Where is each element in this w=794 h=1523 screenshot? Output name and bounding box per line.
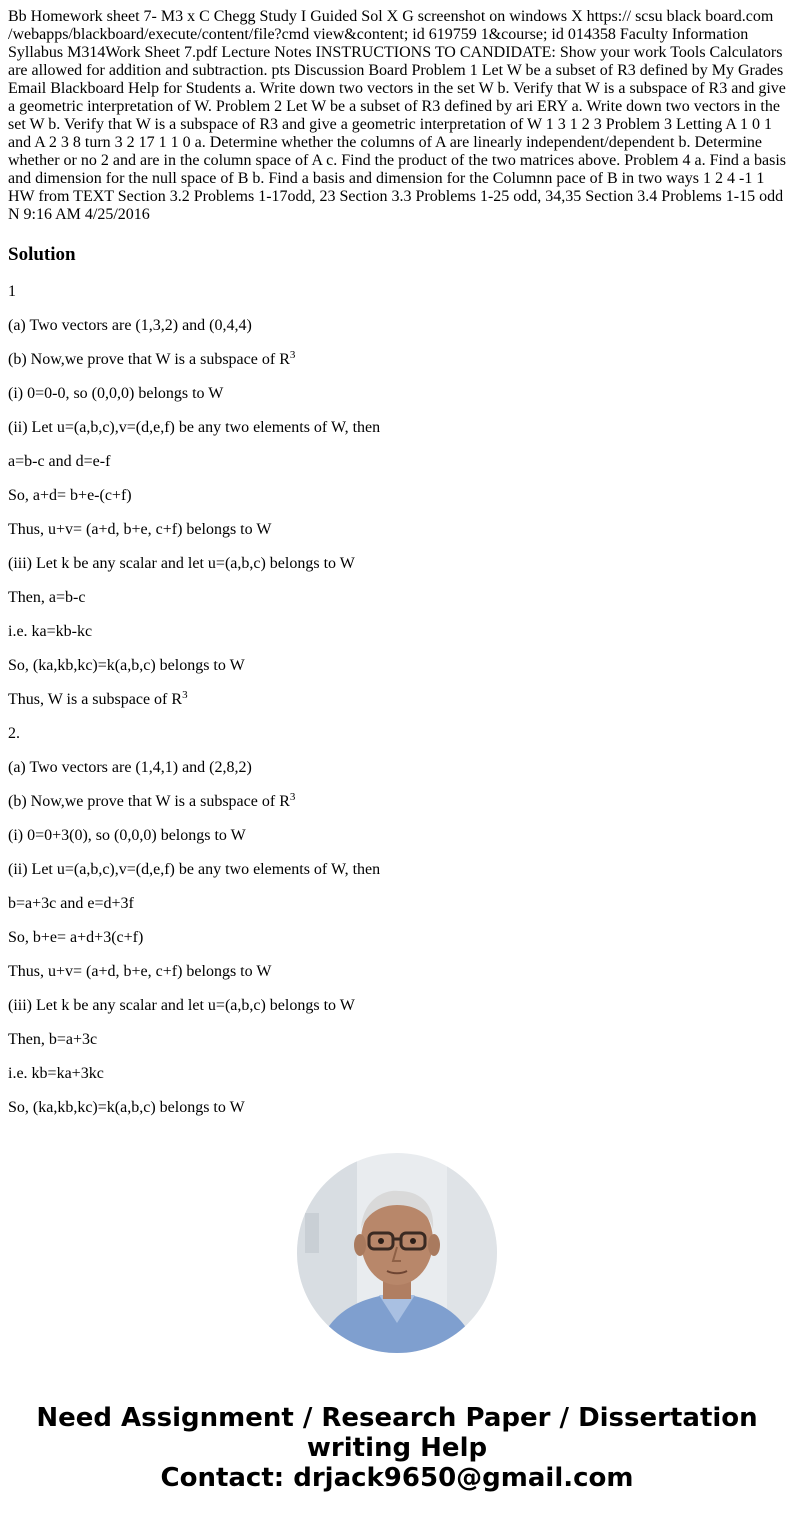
solution-line-text: So, b+e= a+d+3(c+f) — [8, 929, 144, 946]
solution-line — [8, 453, 788, 471]
solution-line-text: So, (ka,kb,kc)=k(a,b,c) belongs to W — [8, 657, 245, 674]
superscript: 3 — [289, 791, 296, 803]
solution-line-text: Thus, u+v= (a+d, b+e, c+f) belongs to W — [8, 521, 272, 538]
solution-line-text: 2. — [8, 725, 20, 742]
solution-line-text: i.e. ka=kb-kc — [8, 623, 93, 640]
solution-line-text: Then, b=a+3c — [8, 1031, 98, 1048]
solution-line-text: (ii) Let u=(a,b,c),v=(d,e,f) be any two elements of W, then — [8, 419, 381, 436]
promo-contact: Contact: drjack9650@gmail.com — [160, 1463, 634, 1493]
solution-line — [8, 351, 788, 369]
solution-line-text: (i) 0=0-0, so (0,0,0) belongs to W — [8, 385, 224, 402]
solution-line-text: (b) Now,we prove that W is a subspace of R — [8, 351, 290, 368]
solution-line-text: (a) Two vectors are (1,4,1) and (2,8,2) — [8, 759, 252, 776]
promo-line-2: writing Help — [306, 1433, 488, 1463]
solution-line-text: i.e. kb=ka+3kc — [8, 1065, 104, 1082]
tutor-photo-icon — [297, 1153, 497, 1353]
solution-line — [8, 419, 788, 437]
solution-line — [8, 657, 788, 675]
solution-line — [8, 1099, 788, 1117]
solution-line-text: So, a+d= b+e-(c+f) — [8, 487, 132, 504]
solution-line — [8, 691, 788, 709]
solution-line — [8, 793, 788, 811]
solution-heading: Solution — [8, 244, 76, 265]
solution-line-text: (a) Two vectors are (1,3,2) and (0,4,4) — [8, 317, 252, 334]
superscript: 3 — [289, 349, 296, 361]
solution-line — [8, 317, 788, 335]
solution-line-text: (iii) Let k be any scalar and let u=(a,b,c) belongs to W — [8, 997, 355, 1014]
solution-line — [8, 725, 788, 743]
solution-line — [8, 283, 788, 301]
solution-line — [8, 929, 788, 947]
promo-banner — [0, 1403, 794, 1493]
solution-line — [8, 555, 788, 573]
question-text: Bb Homework sheet 7- M3 x C Chegg Study I Guided Sol X G screenshot on windows X https:// scsu black board.com /webapps/blackboard/execute/content/file?cmd view&content; id 619759 1&course; id 014358 Faculty Information Syllabus M314Work Sheet 7.pdf Lecture Notes INSTRUCTIONS TO CANDIDATE: Show your work Tools Calculators are allowed for addition and subtraction. pts Discussion Board Problem 1 Let W be a subset of R3 defined by My Grades Email Blackboard Help for Students a. Write down two vectors in the set W b. Verify that W is a subspace of R3 and give a geometric interpretation of W. Problem 2 Let W be a subset of R3 defined by ari ERY a. Write down two vectors in the set W b. Verify that W is a subspace of R3 and give a geometric interpretation of W 1 3 1 2 3 Problem 3 Letting A 1 0 1 and A 2 3 8 turn 3 2 17 1 1 0 a. Determine whether the columns of A are linearly independent/dependent b. Determine whether or no 2 and are in the column space of A c. Find the product of the two matrices above. Problem 4 a. Find a basis and dimension for the null space of B b. Find a basis and dimension for the Columnn pace of B in two ways 1 2 4 -1 1 HW from TEXT Section 3.2 Problems 1-17odd, 23 Section 3.3 Problems 1-25 odd, 34,35 Section 3.4 Problems 1-15 odd N 9:16 AM 4/25/2016 — [8, 8, 787, 223]
solution-line — [8, 487, 788, 505]
solution-line — [8, 521, 788, 539]
solution-line-text: 1 — [8, 283, 16, 300]
solution-line — [8, 1065, 788, 1083]
solution-line-text: (i) 0=0+3(0), so (0,0,0) belongs to W — [8, 827, 246, 844]
solution-line — [8, 861, 788, 879]
solution-line — [8, 963, 788, 981]
solution-line — [8, 623, 788, 641]
solution-line — [8, 385, 788, 403]
solution-line — [8, 895, 788, 913]
solution-line-text: b=a+3c and e=d+3f — [8, 895, 134, 912]
promo-line-1: Need Assignment / Research Paper / Dissertation — [36, 1403, 758, 1433]
solution-line-text: Thus, W is a subspace of R — [8, 691, 183, 708]
solution-line-text: (ii) Let u=(a,b,c),v=(d,e,f) be any two elements of W, then — [8, 861, 381, 878]
solution-line-text: So, (ka,kb,kc)=k(a,b,c) belongs to W — [8, 1099, 245, 1116]
solution-line — [8, 759, 788, 777]
solution-line-text: (b) Now,we prove that W is a subspace of R — [8, 793, 290, 810]
solution-line — [8, 827, 788, 845]
solution-body — [8, 283, 788, 1117]
superscript: 3 — [182, 689, 188, 701]
solution-line-text: a=b-c and d=e-f — [8, 453, 111, 470]
solution-line — [8, 1031, 788, 1049]
solution-line-text: Then, a=b-c — [8, 589, 86, 606]
solution-line — [8, 589, 788, 607]
solution-line-text: Thus, u+v= (a+d, b+e, c+f) belongs to W — [8, 963, 272, 980]
document-content — [8, 0, 788, 1123]
solution-line — [8, 997, 788, 1015]
solution-line-text: (iii) Let k be any scalar and let u=(a,b,c) belongs to W — [8, 555, 355, 572]
